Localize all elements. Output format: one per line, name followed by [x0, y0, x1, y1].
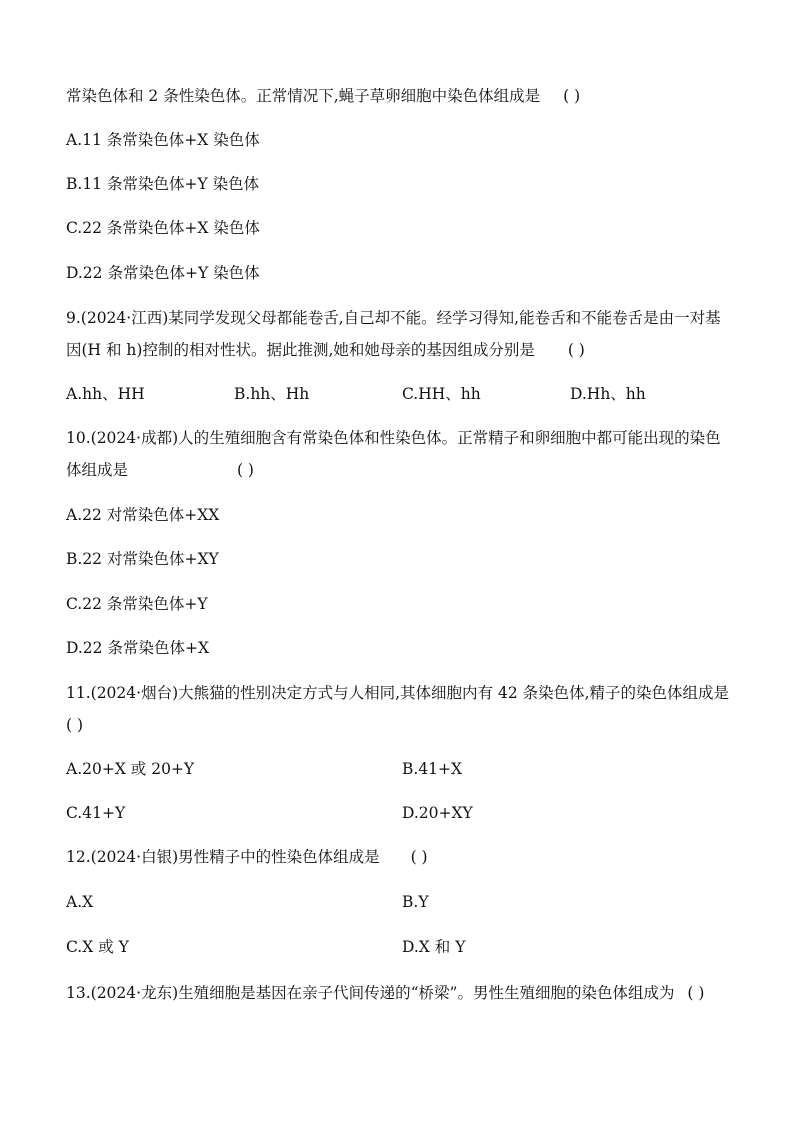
- option-a: A.22 对常染色体+XX: [66, 506, 220, 524]
- option-b: B.hh、Hh: [234, 385, 310, 403]
- question-8-stem: [66, 86, 580, 106]
- answer-blank: ( ): [567, 341, 585, 359]
- option-b: B.22 对常染色体+XY: [66, 550, 219, 568]
- answer-blank: ( ): [66, 716, 84, 734]
- option-c: C.22 条常染色体+X 染色体: [66, 219, 260, 237]
- option-a: A.20+X 或 20+Y: [66, 760, 195, 778]
- option-a: A.X: [66, 893, 94, 911]
- option-d: D.X 和 Y: [402, 938, 466, 956]
- answer-blank: ( ): [410, 848, 428, 866]
- option-d: D.22 条常染色体+X: [66, 639, 209, 657]
- question-9-line-2: [66, 340, 585, 360]
- question-9-line-1: 9.(2024·江西)某同学发现父母都能卷舌,自己却不能。经学习得知,能卷舌和不能卷舌是由一对基: [66, 309, 721, 327]
- option-d: D.20+XY: [402, 804, 473, 822]
- option-c: C.X 或 Y: [66, 938, 129, 956]
- question-13-stem: [66, 983, 704, 1003]
- answer-blank: ( ): [236, 461, 254, 479]
- question-10-text: 体组成是: [66, 461, 129, 479]
- question-10-line-2: [66, 460, 254, 480]
- answer-blank: ( ): [687, 984, 705, 1002]
- option-c: C.41+Y: [66, 804, 126, 822]
- option-d: D.22 条常染色体+Y 染色体: [66, 264, 260, 282]
- question-13-text: 13.(2024·龙东)生殖细胞是基因在亲子代间传递的“桥梁”。男性生殖细胞的染色体组成为: [66, 984, 675, 1002]
- question-8-text: 常染色体和 2 条性染色体。正常情况下,蝇子草卵细胞中染色体组成是: [66, 87, 541, 105]
- question-12-text: 12.(2024·白银)男性精子中的性染色体组成是: [66, 848, 380, 866]
- question-12-stem: [66, 847, 428, 867]
- option-a: A.hh、HH: [66, 385, 145, 403]
- question-10-line-1: 10.(2024·成都)人的生殖细胞含有常染色体和性染色体。正常精子和卵细胞中都可能出现的染色: [66, 429, 721, 447]
- option-c: C.22 条常染色体+Y: [66, 595, 208, 613]
- option-b: B.41+X: [402, 760, 463, 778]
- answer-blank: ( ): [563, 87, 581, 105]
- option-b: B.Y: [402, 893, 429, 911]
- option-c: C.HH、hh: [402, 385, 481, 403]
- option-b: B.11 条常染色体+Y 染色体: [66, 175, 260, 193]
- question-11-line-1: 11.(2024·烟台)大熊猫的性别决定方式与人相同,其体细胞内有 42 条染色体,精子的染色体组成是: [66, 684, 730, 702]
- option-a: A.11 条常染色体+X 染色体: [66, 131, 260, 149]
- question-9-text: 因(H 和 h)控制的相对性状。据此推测,她和她母亲的基因组成分别是: [66, 341, 535, 359]
- option-d: D.Hh、hh: [570, 385, 646, 403]
